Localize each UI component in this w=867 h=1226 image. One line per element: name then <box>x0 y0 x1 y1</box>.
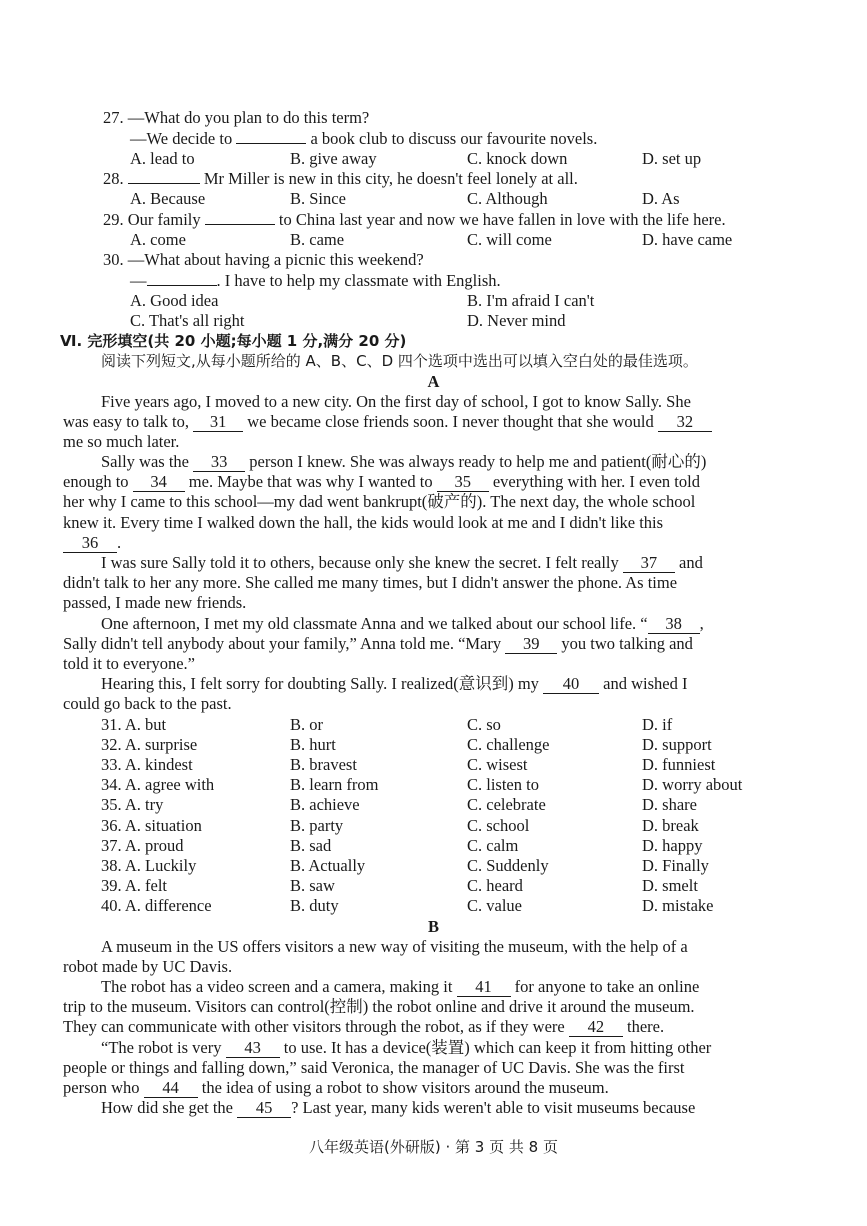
q27-stem: 27. —What do you plan to do this term? <box>103 108 370 127</box>
option-38-a: 38. A. Luckily <box>101 856 197 875</box>
q28-option-a: A. Because <box>130 189 206 208</box>
text: Sally didn't tell anybody about your family,” Anna told me. “Mary <box>63 634 502 653</box>
passage-a-p3-l2: didn't talk to her any more. She called me many times, but I didn't answer the phone. As time <box>63 573 678 592</box>
passage-a-p2-l4: knew it. Every time I walked down the hall, the kids would look at me and I didn't like this <box>63 513 664 532</box>
passage-a-heading: A <box>427 372 440 391</box>
blank-37: 37 <box>623 554 675 573</box>
option-37-a: 37. A. proud <box>101 836 184 855</box>
q29-pre: 29. Our family <box>103 210 201 229</box>
blank-36: 36 <box>63 534 117 553</box>
option-34-b: B. learn from <box>290 775 379 794</box>
passage-a-p2-l2 <box>63 472 700 492</box>
q30-stem: 30. —What about having a picnic this weekend? <box>103 250 424 269</box>
passage-b-p3-l1 <box>101 1038 711 1058</box>
text: “The robot is very <box>101 1038 222 1057</box>
option-32-a: 32. A. surprise <box>101 735 198 754</box>
passage-a-p3-l3: passed, I made new friends. <box>63 593 247 612</box>
option-40-d: D. mistake <box>642 896 714 915</box>
text: the idea of using a robot to show visitors around the museum. <box>201 1078 609 1097</box>
option-35-a: 35. A. try <box>101 795 164 814</box>
passage-a-p5-l1 <box>101 674 687 694</box>
option-39-d: D. smelt <box>642 876 698 895</box>
passage-a-p1-l1: Five years ago, I moved to a new city. On the first day of school, I got to know Sally. She <box>101 392 691 411</box>
q30-blank <box>147 285 217 286</box>
option-35-d: D. share <box>642 795 697 814</box>
option-31-d: D. if <box>642 715 673 734</box>
q30-line2 <box>130 271 501 291</box>
text: you two talking and <box>561 634 693 653</box>
option-34-c: C. listen to <box>467 775 539 794</box>
passage-b-p1-l2: robot made by UC Davis. <box>63 957 233 976</box>
q27-option-b: B. give away <box>290 149 377 168</box>
text: and wished I <box>603 674 688 693</box>
text: everything with her. I even told <box>492 472 700 491</box>
text: , <box>699 614 704 633</box>
option-33-a: 33. A. kindest <box>101 755 193 774</box>
q30-pre: — <box>130 271 147 290</box>
q27-option-d: D. set up <box>642 149 702 168</box>
text: to use. It has a device(装置) which can keep it from hitting other <box>283 1038 712 1057</box>
passage-b-p2-l2: trip to the museum. Visitors can control(控制) the robot online and drive it around the museum. <box>63 997 695 1016</box>
blank-43: 43 <box>226 1039 280 1058</box>
text: ? Last year, many kids weren't able to visit museums because <box>291 1098 696 1117</box>
option-32-b: B. hurt <box>290 735 336 754</box>
passage-a-p2-l1 <box>101 452 706 472</box>
passage-b-p3-l2: people or things and falling down,” said Veronica, the manager of UC Davis. She was the first <box>63 1058 685 1077</box>
passage-a-p1-l3: me so much later. <box>63 432 180 451</box>
q28-post: Mr Miller is new in this city, he doesn't feel lonely at all. <box>203 169 578 188</box>
text: person who <box>63 1078 140 1097</box>
passage-a-p4-l2 <box>63 634 693 654</box>
option-39-c: C. heard <box>467 876 523 895</box>
option-33-d: D. funniest <box>642 755 716 774</box>
q27-line2 <box>130 129 597 149</box>
blank-35: 35 <box>437 473 489 492</box>
option-40-a: 40. A. difference <box>101 896 212 915</box>
option-34-d: D. worry about <box>642 775 743 794</box>
option-35-b: B. achieve <box>290 795 360 814</box>
option-33-c: C. wisest <box>467 755 528 774</box>
passage-a-p1-l2 <box>63 412 712 432</box>
passage-a-p4-l1 <box>101 614 704 634</box>
text: we became close friends soon. I never thought that she would <box>247 412 654 431</box>
option-38-d: D. Finally <box>642 856 709 875</box>
q29-option-c: C. will come <box>467 230 552 249</box>
blank-38: 38 <box>648 615 700 634</box>
blank-34: 34 <box>133 473 185 492</box>
passage-a-p4-l3: told it to everyone.” <box>63 654 195 673</box>
option-40-c: C. value <box>467 896 522 915</box>
passage-b-p4-l1 <box>101 1098 695 1118</box>
passage-b-p2-l1 <box>101 977 699 997</box>
q28-num: 28. <box>103 169 124 188</box>
passage-b-p1-l1: A museum in the US offers visitors a new way of visiting the museum, with the help of a <box>101 937 688 956</box>
option-31-a: 31. A. but <box>101 715 167 734</box>
option-38-c: C. Suddenly <box>467 856 549 875</box>
blank-31: 31 <box>193 413 243 432</box>
text: I was sure Sally told it to others, because only she knew the secret. I felt really <box>101 553 619 572</box>
q29-post: to China last year and now we have fallen in love with the life here. <box>278 210 726 229</box>
blank-45: 45 <box>237 1099 291 1118</box>
text: enough to <box>63 472 129 491</box>
passage-b-p2-l3 <box>63 1017 664 1037</box>
option-31-c: C. so <box>467 715 501 734</box>
q28-option-d: D. As <box>642 189 680 208</box>
blank-39: 39 <box>505 635 557 654</box>
q30-option-d: D. Never mind <box>467 311 566 330</box>
option-37-b: B. sad <box>290 836 332 855</box>
q28-option-c: C. Although <box>467 189 548 208</box>
text: One afternoon, I met my old classmate Anna and we talked about our school life. “ <box>101 614 648 633</box>
passage-a-p2-l5 <box>63 533 121 553</box>
option-34-a: 34. A. agree with <box>101 775 215 794</box>
text: me. Maybe that was why I wanted to <box>188 472 433 491</box>
option-37-d: D. happy <box>642 836 703 855</box>
q27-blank <box>236 143 306 144</box>
option-39-a: 39. A. felt <box>101 876 167 895</box>
blank-41: 41 <box>457 978 511 997</box>
blank-40: 40 <box>543 675 599 694</box>
text: . <box>117 533 122 552</box>
q29-stem <box>103 210 726 230</box>
option-36-d: D. break <box>642 816 699 835</box>
option-35-c: C. celebrate <box>467 795 546 814</box>
option-33-b: B. bravest <box>290 755 357 774</box>
q29-blank <box>205 224 275 225</box>
blank-42: 42 <box>569 1018 623 1037</box>
passage-b-heading: B <box>427 917 439 936</box>
option-31-b: B. or <box>290 715 323 734</box>
q27-post: a book club to discuss our favourite novels. <box>310 129 598 148</box>
q27-option-a: A. lead to <box>130 149 195 168</box>
q30-option-a: A. Good idea <box>130 291 219 310</box>
passage-a-p5-l2: could go back to the past. <box>63 694 232 713</box>
passage-a-p2-l3: her why I came to this school—my dad went bankrupt(破产的). The next day, the whole school <box>63 492 696 511</box>
text: was easy to talk to, <box>63 412 190 431</box>
option-32-d: D. support <box>642 735 712 754</box>
q30-option-b: B. I'm afraid I can't <box>467 291 595 310</box>
text: Sally was the <box>101 452 189 471</box>
q28-blank <box>128 183 200 184</box>
text: The robot has a video screen and a camera, making it <box>101 977 453 996</box>
section-6-title: Ⅵ. 完形填空(共 20 小题;每小题 1 分,满分 20 分) <box>60 332 407 350</box>
q29-option-a: A. come <box>130 230 186 249</box>
text: and <box>679 553 703 572</box>
text: there. <box>627 1017 665 1036</box>
text: for anyone to take an online <box>514 977 700 996</box>
text: They can communicate with other visitors through the robot, as if they were <box>63 1017 565 1036</box>
option-37-c: C. calm <box>467 836 519 855</box>
text: person I knew. She was always ready to help me and patient(耐心的) <box>249 452 707 471</box>
q30-option-c: C. That's all right <box>130 311 245 330</box>
q27-pre: —We decide to <box>130 129 233 148</box>
option-36-c: C. school <box>467 816 530 835</box>
blank-32: 32 <box>658 413 712 432</box>
section-6-instruction: 阅读下列短文,从每小题所给的 A、B、C、D 四个选项中选出可以填入空白处的最佳选项。 <box>101 352 698 370</box>
option-38-b: B. Actually <box>290 856 366 875</box>
q30-post: . I have to help my classmate with English. <box>216 271 501 290</box>
option-32-c: C. challenge <box>467 735 550 754</box>
text: Hearing this, I felt sorry for doubting Sally. I realized(意识到) my <box>101 674 539 693</box>
option-36-b: B. party <box>290 816 344 835</box>
q28-stem <box>103 169 578 189</box>
option-40-b: B. duty <box>290 896 339 915</box>
q29-option-d: D. have came <box>642 230 733 249</box>
passage-a-p3-l1 <box>101 553 703 573</box>
q27-option-c: C. knock down <box>467 149 568 168</box>
blank-44: 44 <box>144 1079 198 1098</box>
option-39-b: B. saw <box>290 876 335 895</box>
option-36-a: 36. A. situation <box>101 816 202 835</box>
passage-b-p3-l3 <box>63 1078 609 1098</box>
q28-option-b: B. Since <box>290 189 346 208</box>
text: How did she get the <box>101 1098 233 1117</box>
page-footer: 八年级英语(外研版) · 第 3 页 共 8 页 <box>309 1138 558 1156</box>
q29-option-b: B. came <box>290 230 345 249</box>
blank-33: 33 <box>193 453 245 472</box>
